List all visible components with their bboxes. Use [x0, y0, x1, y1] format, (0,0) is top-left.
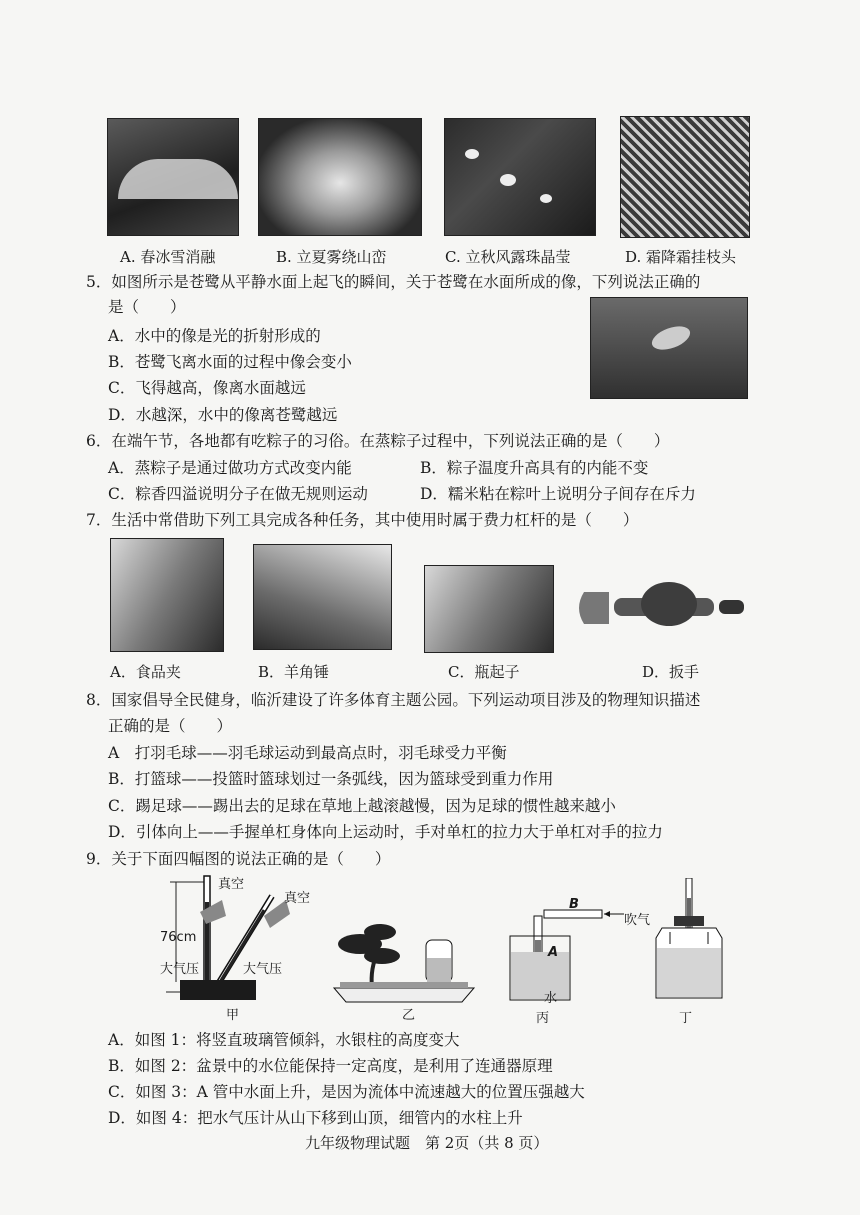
- q7-option-c: C．瓶起子: [448, 663, 520, 681]
- vacuum-label-2: 真空: [284, 891, 311, 906]
- q5-option-d: D．水越深，水中的像离苍鹭越远: [108, 406, 338, 424]
- fog-mountain-photo: [258, 118, 422, 236]
- q4-option-a: A. 春冰雪消融: [120, 248, 216, 266]
- q6-option-c: C．粽香四溢说明分子在做无规则运动: [108, 485, 368, 503]
- q4-option-b: B. 立夏雾绕山峦: [276, 248, 387, 266]
- figure-yi-label: 乙: [402, 1008, 416, 1023]
- q9-option-b: B．如图 2：盆景中的水位能保持一定高度，是利用了连通器原理: [108, 1057, 553, 1075]
- bottle-opener-photo: [424, 565, 554, 653]
- q7-option-a: A．食品夹: [110, 663, 181, 681]
- bonsai-figure: [330, 918, 478, 1004]
- tube-a-label: A: [548, 945, 559, 960]
- page-footer: 九年级物理试题 第 2页（共 8 页）: [305, 1134, 549, 1152]
- q6-stem: 6．在端午节，各地都有吃粽子的习俗。在蒸粽子过程中，下列说法正确的是（ ）: [86, 432, 670, 450]
- q5-stem: 5．如图所示是苍鹭从平静水面上起飞的瞬间，关于苍鹭在水面所成的像，下列说法正确的: [86, 273, 701, 291]
- q9-option-a: A．如图 1：将竖直玻璃管倾斜，水银柱的高度变大: [108, 1031, 460, 1049]
- food-tongs-photo: [110, 538, 224, 652]
- tube-b-label: B: [569, 897, 579, 912]
- q9-option-c: C．如图 3：A 管中水面上升，是因为流体中流速越大的位置压强越大: [108, 1083, 585, 1101]
- q5-option-a: A．水中的像是光的折射形成的: [108, 327, 321, 345]
- q8-stem: 8．国家倡导全民健身，临沂建设了许多体育主题公园。下列运动项目涉及的物理知识描述: [86, 691, 701, 709]
- q8-option-c: C．踢足球——踢出去的足球在草地上越滚越慢，因为足球的惯性越来越小: [108, 797, 616, 815]
- vacuum-label-1: 真空: [218, 877, 245, 892]
- q8-option-a: A 打羽毛球——羽毛球运动到最高点时，羽毛球受力平衡: [108, 744, 507, 762]
- figure-ding-label: 丁: [679, 1011, 693, 1026]
- q7-option-b: B．羊角锤: [258, 663, 330, 681]
- q5-option-b: B．苍鹭飞离水面的过程中像会变小: [108, 353, 352, 371]
- melting-ice-photo: [107, 118, 239, 236]
- frost-branch-photo: [620, 116, 750, 238]
- q7-stem: 7．生活中常借助下列工具完成各种任务，其中使用时属于费力杠杆的是（ ）: [86, 511, 639, 529]
- q9-option-d: D．如图 4：把水气压计从山下移到山顶，细管内的水柱上升: [108, 1109, 523, 1127]
- atm-pressure-label-1: 大气压: [160, 962, 200, 977]
- water-label: 水: [544, 991, 558, 1006]
- q8-option-b: B．打篮球——投篮时篮球划过一条弧线，因为篮球受到重力作用: [108, 770, 554, 788]
- wrench-photo: [574, 572, 749, 644]
- dew-drops-photo: [444, 118, 596, 236]
- figure-jia-label: 甲: [226, 1008, 240, 1023]
- q6-option-b: B．粽子温度升高具有的内能不变: [420, 459, 649, 477]
- q8-stem-cont: 正确的是（ ）: [108, 717, 233, 735]
- q6-option-a: A．蒸粽子是通过做功方式改变内能: [108, 459, 352, 477]
- barometer-bottle-figure: [652, 878, 732, 1002]
- q9-stem: 9．关于下面四幅图的说法正确的是（ ）: [86, 850, 391, 868]
- figure-bing-label: 丙: [536, 1011, 550, 1026]
- q5-option-c: C．飞得越高，像离水面越远: [108, 379, 306, 397]
- q4-option-d: D. 霜降霜挂枝头: [625, 248, 737, 266]
- blow-air-label: 吹气: [624, 913, 651, 928]
- atm-pressure-label-2: 大气压: [243, 962, 283, 977]
- heron-photo: [590, 297, 748, 399]
- q6-option-d: D．糯米粘在粽叶上说明分子间存在斥力: [420, 485, 696, 503]
- q5-stem-cont: 是（ ）: [108, 298, 186, 316]
- claw-hammer-photo: [253, 544, 392, 650]
- height-label: 76cm: [160, 930, 197, 945]
- q7-option-d: D．扳手: [642, 663, 700, 681]
- q8-option-d: D．引体向上——手握单杠身体向上运动时，手对单杠的拉力大于单杠对手的拉力: [108, 823, 663, 841]
- q4-option-c: C. 立秋风露珠晶莹: [445, 248, 571, 266]
